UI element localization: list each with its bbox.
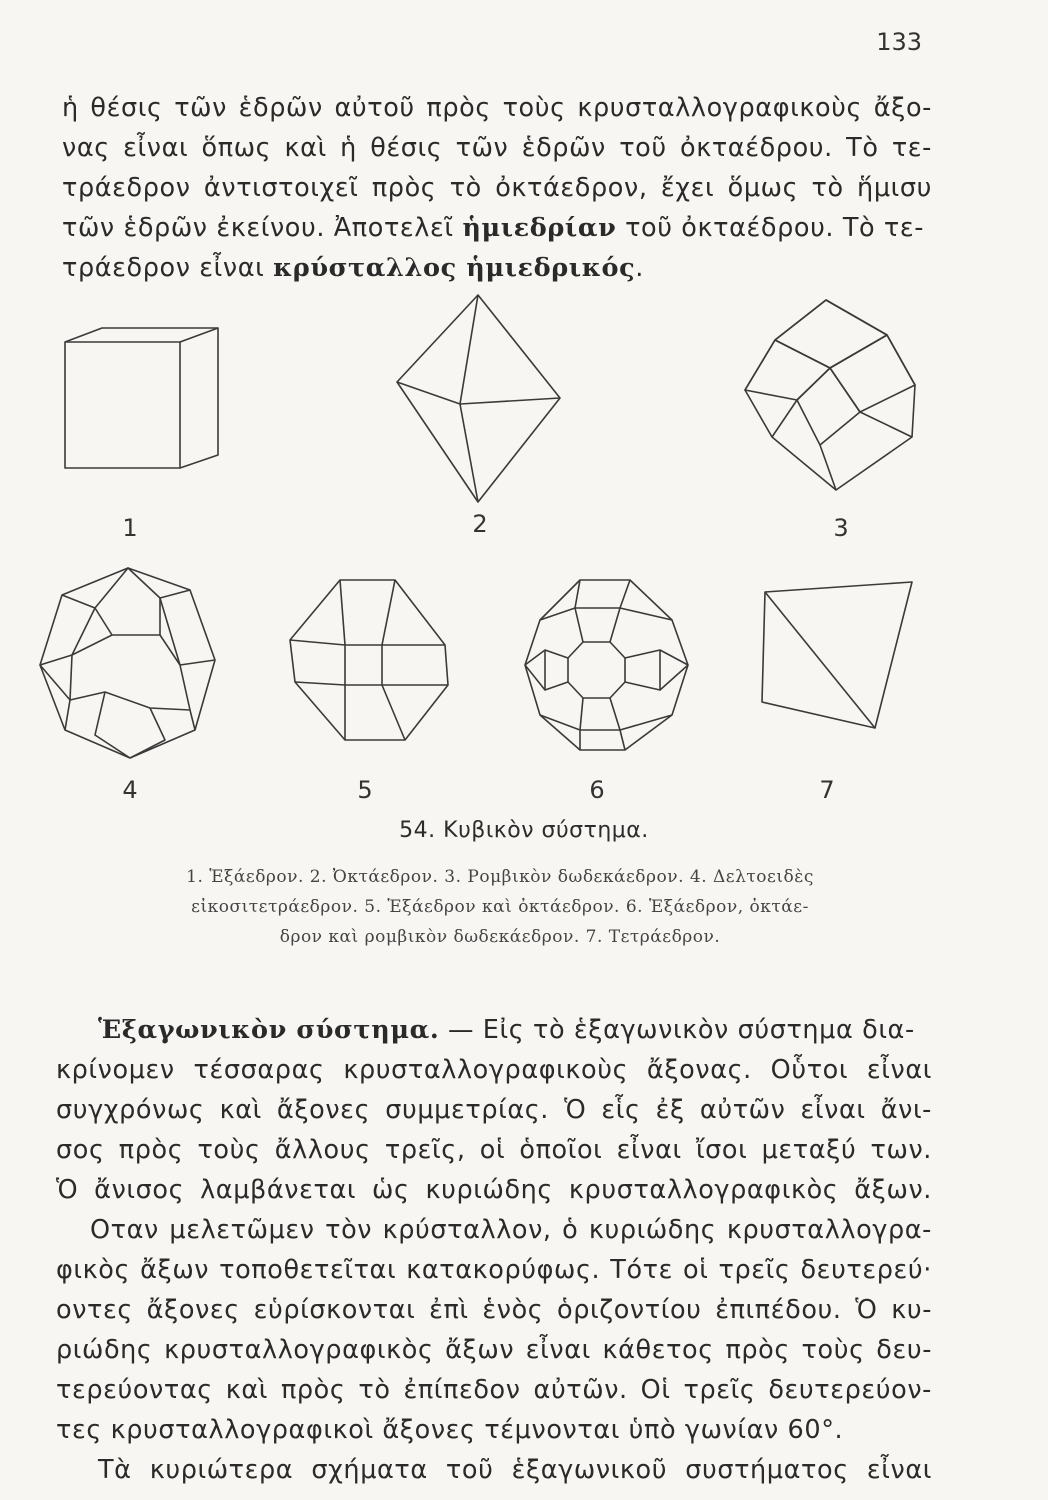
text-line: νας εἶναι ὅπως καὶ ἡ θέσις τῶν ἑδρῶν τοῦ ὀκταέδρου. Τὸ τε- bbox=[62, 133, 932, 163]
text-line: τερεύοντας καὶ πρὸς τὸ ἐπίπεδον αὐτῶν. Οἱ τρεῖς δευτερεύον- bbox=[56, 1375, 932, 1405]
text-line: ριώδης κρυσταλλογραφικὸς ἄξων εἶναι κάθετος πρὸς τοὺς δευ- bbox=[56, 1335, 932, 1365]
bold-term-hemihedral-crystal: κρύσταλλος ἡμιεδρικός bbox=[273, 253, 636, 283]
crystal-figures bbox=[0, 290, 1048, 810]
cube-drawing bbox=[65, 328, 218, 468]
combined-form-drawing bbox=[525, 580, 688, 750]
text-line: οντες ἄξονες εὑρίσκονται ἐπὶ ἑνὸς ὁριζοντίου ἐπιπέδου. Ὁ κυ- bbox=[56, 1295, 932, 1325]
text-segment: τράεδρον εἶναι bbox=[62, 253, 274, 283]
text-line: Οταν μελετῶμεν τὸν κρύσταλλον, ὁ κυριώδης κρυσταλλογρα- bbox=[90, 1215, 932, 1245]
caption-line: δρον καὶ ρομβικὸν δωδεκάεδρον. 7. Τετράεδρον. bbox=[279, 927, 721, 947]
text-line bbox=[62, 208, 932, 248]
text-line: Ὁ ἄνισος λαμβάνεται ὡς κυριώδης κρυσταλλογραφικὸς ἄξων. bbox=[56, 1175, 932, 1205]
top-paragraph bbox=[62, 88, 932, 288]
figure-number-3: 3 bbox=[833, 514, 849, 542]
figure-caption-title: 54. Κυβικὸν σύστημα. bbox=[399, 818, 649, 843]
text-line: ἡ θέσις τῶν ἑδρῶν αὐτοῦ πρὸς τοὺς κρυσταλλογραφικοὺς ἄξο- bbox=[62, 93, 932, 123]
text-segment: τοῦ ὀκταέδρου. Τὸ τε- bbox=[616, 213, 925, 243]
page-number: 133 bbox=[876, 28, 922, 56]
cube-octahedron-drawing bbox=[290, 580, 448, 740]
figure-number-4: 4 bbox=[122, 776, 138, 804]
text-line: φικὸς ἄξων τοποθετεῖται κατακορύφως. Τότε οἱ τρεῖς δευτερεύ· bbox=[56, 1255, 932, 1285]
figure-caption-description bbox=[90, 862, 910, 952]
main-paragraph bbox=[56, 1010, 932, 1490]
text-line bbox=[62, 248, 932, 288]
caption-line: εἰκοσιτετράεδρον. 5. Ἑξάεδρον καὶ ὀκτάεδρον. 6. Ἑξάεδρον, ὀκτάε- bbox=[191, 897, 809, 917]
text-line: Τὰ κυριώτερα σχήματα τοῦ ἑξαγωνικοῦ συστήματος εἶναι bbox=[98, 1455, 932, 1485]
text-line: τες κρυσταλλογραφικοὶ ἄξονες τέμνονται ὑπὸ γωνίαν 60°. bbox=[56, 1415, 844, 1445]
octahedron-drawing bbox=[397, 295, 560, 502]
figure-number-6: 6 bbox=[589, 776, 605, 804]
rhombic-dodecahedron-drawing bbox=[745, 300, 915, 490]
text-segment: τῶν ἑδρῶν ἐκείνου. Ἀποτελεῖ bbox=[62, 213, 463, 243]
figure-number-1: 1 bbox=[122, 514, 138, 542]
text-line: σος πρὸς τοὺς ἄλλους τρεῖς, οἱ ὁποῖοι εἶναι ἴσοι μεταξύ των. bbox=[56, 1135, 932, 1165]
text-line bbox=[56, 1010, 932, 1050]
text-line: κρίνομεν τέσσαρας κρυσταλλογραφικοὺς ἄξονας. Οὗτοι εἶναι bbox=[56, 1055, 932, 1085]
crystal-drawings bbox=[0, 290, 1048, 810]
text-line: τράεδρον ἀντιστοιχεῖ πρὸς τὸ ὀκτάεδρον, ἔχει ὅμως τὸ ἥμισυ bbox=[62, 173, 932, 203]
caption-line: 1. Ἑξάεδρον. 2. Ὀκτάεδρον. 3. Ρομβικὸν δωδεκάεδρον. 4. Δελτοειδὲς bbox=[186, 867, 814, 887]
figure-number-5: 5 bbox=[357, 776, 373, 804]
text-segment: — Εἰς τὸ ἑξαγωνικὸν σύστημα δια- bbox=[439, 1015, 915, 1045]
tetrahedron-drawing bbox=[762, 582, 912, 728]
figure-number-2: 2 bbox=[472, 510, 488, 538]
figure-number-7: 7 bbox=[819, 776, 835, 804]
bold-term-hemihedry: ἡμιεδρίαν bbox=[462, 213, 617, 243]
deltoid-icositetrahedron-drawing bbox=[40, 568, 215, 758]
text-segment: . bbox=[635, 253, 644, 283]
section-heading: Ἑξαγωνικὸν σύστημα. bbox=[98, 1015, 440, 1045]
text-line: συγχρόνως καὶ ἄξονες συμμετρίας. Ὁ εἷς ἐξ αὐτῶν εἶναι ἄνι- bbox=[56, 1095, 932, 1125]
